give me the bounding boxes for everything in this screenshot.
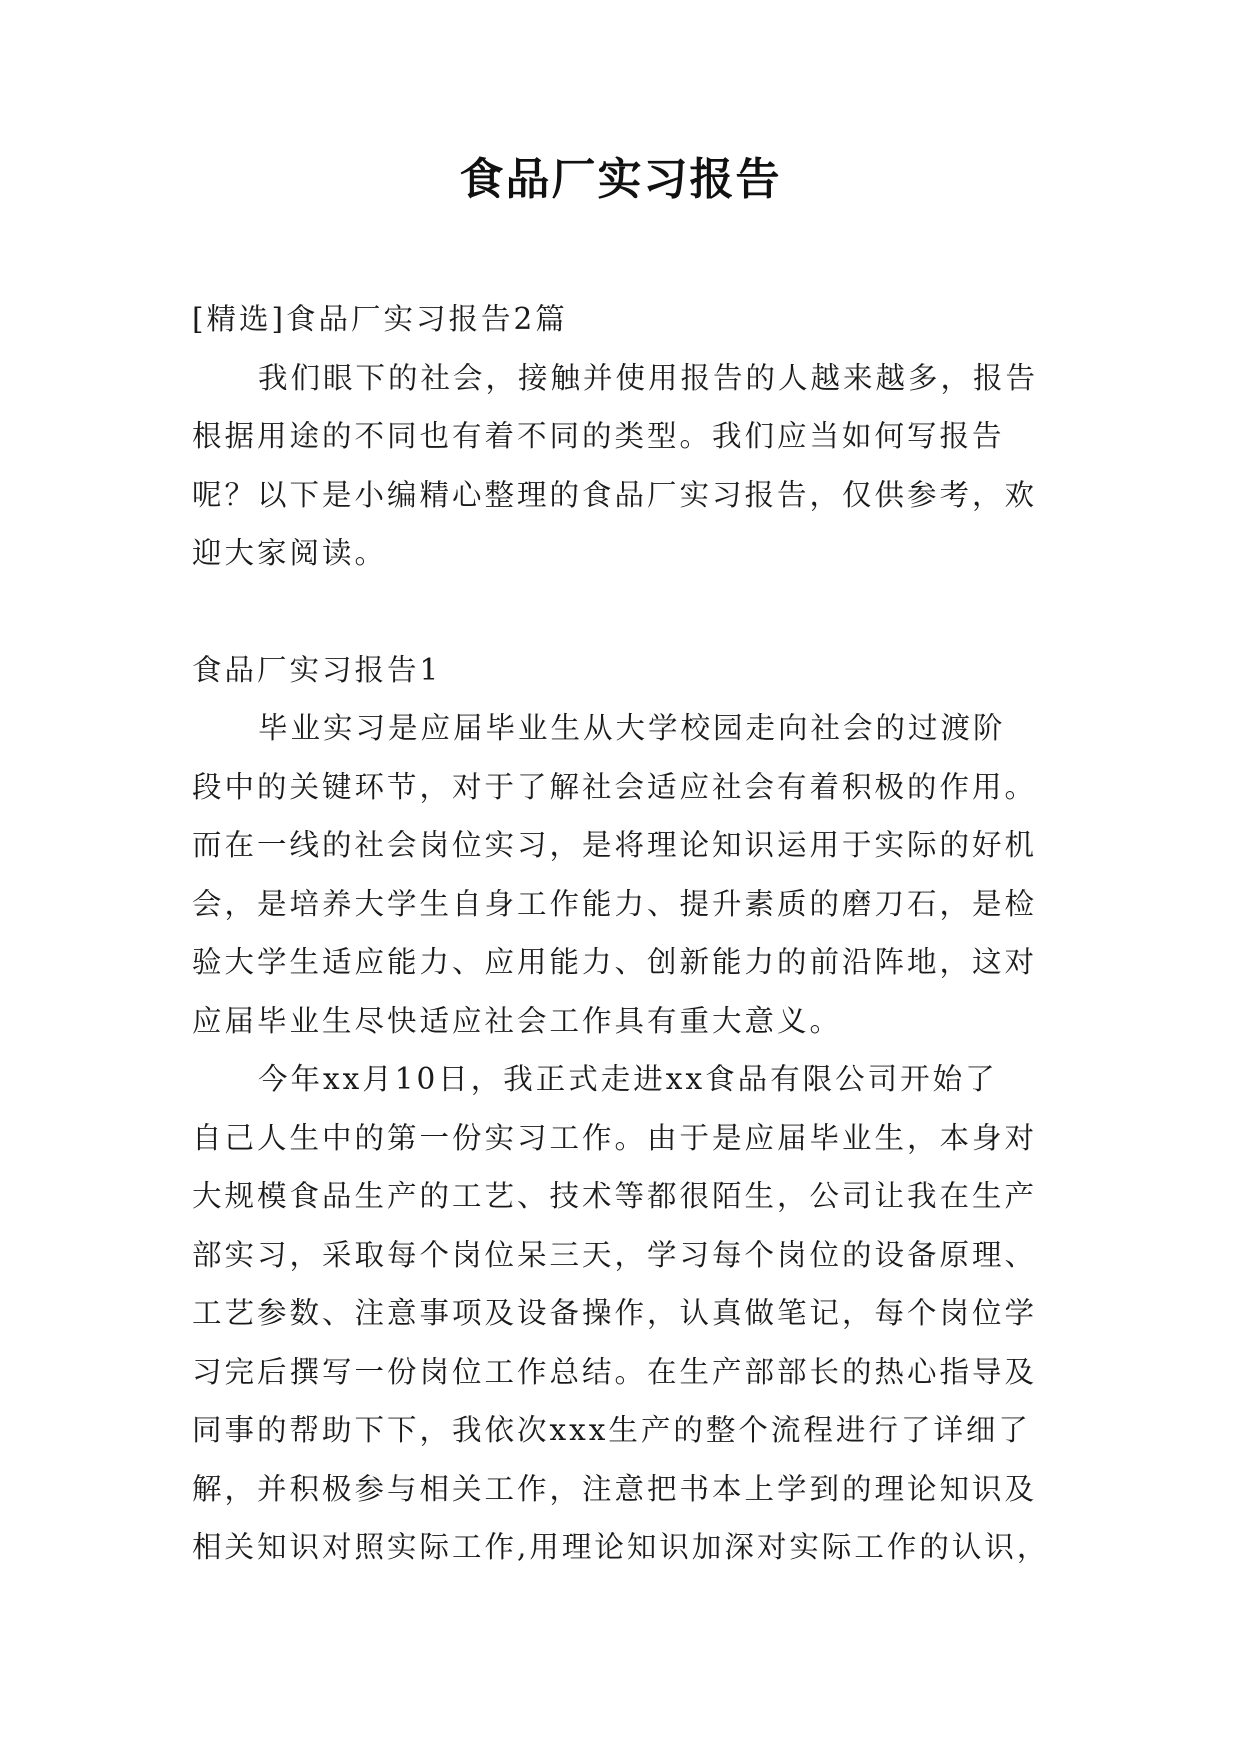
paragraph-line: 同事的帮助下下，我依次xxx生产的整个流程进行了详细了 bbox=[192, 1413, 1031, 1447]
intro-line: 我们眼下的社会，接触并使用报告的人越来越多，报告 bbox=[258, 360, 1039, 395]
paragraph-line: 今年xx月10日，我正式走进xx食品有限公司开始了 bbox=[258, 1062, 998, 1096]
paragraph-line: 验大学生适应能力、应用能力、创新能力的前沿阵地，这对 bbox=[192, 945, 1038, 979]
paragraph-line: 习完后撰写一份岗位工作总结。在生产部部长的热心指导及 bbox=[192, 1354, 1038, 1389]
paragraph-line: 段中的关键环节，对于了解社会适应社会有着积极的作用。 bbox=[192, 769, 1038, 804]
intro-line: 迎大家阅读。 bbox=[192, 536, 388, 570]
intro-line: 根据用途的不同也有着不同的类型。我们应当如何写报告 bbox=[192, 419, 1005, 453]
paragraph-spacer bbox=[192, 583, 1062, 641]
paragraph-1 bbox=[192, 699, 1062, 1050]
paragraph-2 bbox=[192, 1050, 1062, 1577]
paragraph-line: 应届毕业生尽快适应社会工作具有重大意义。 bbox=[192, 1003, 843, 1038]
section-heading: 食品厂实习报告1 bbox=[192, 652, 442, 687]
paragraph-line: 部实习，采取每个岗位呆三天，学习每个岗位的设备原理、 bbox=[192, 1237, 1038, 1272]
paragraph-line: 会，是培养大学生自身工作能力、提升素质的磨刀石，是检 bbox=[192, 886, 1038, 921]
paragraph-line: 工艺参数、注意事项及设备操作，认真做笔记，每个岗位学 bbox=[192, 1296, 1038, 1330]
paragraph-line: 毕业实习是应届毕业生从大学校园走向社会的过渡阶 bbox=[258, 711, 1006, 745]
subtitle: [精选]食品厂实习报告2篇 bbox=[192, 302, 568, 336]
paragraph-line: 大规模食品生产的工艺、技术等都很陌生，公司让我在生产 bbox=[192, 1179, 1038, 1213]
paragraph-line: 解，并积极参与相关工作，注意把书本上学到的理论知识及 bbox=[192, 1471, 1038, 1506]
paragraph-line: 自己人生中的第一份实习工作。由于是应届毕业生，本身对 bbox=[192, 1120, 1038, 1155]
paragraph-line: 相关知识对照实际工作,用理论知识加深对实际工作的认识， bbox=[192, 1530, 1050, 1564]
intro-paragraph bbox=[192, 349, 1062, 583]
intro-line: 呢？以下是小编精心整理的食品厂实习报告，仅供参考，欢 bbox=[192, 477, 1038, 512]
document-title: 食品厂实习报告 bbox=[459, 154, 782, 205]
paragraph-line: 而在一线的社会岗位实习，是将理论知识运用于实际的好机 bbox=[192, 828, 1038, 862]
document-body bbox=[192, 290, 1062, 1577]
